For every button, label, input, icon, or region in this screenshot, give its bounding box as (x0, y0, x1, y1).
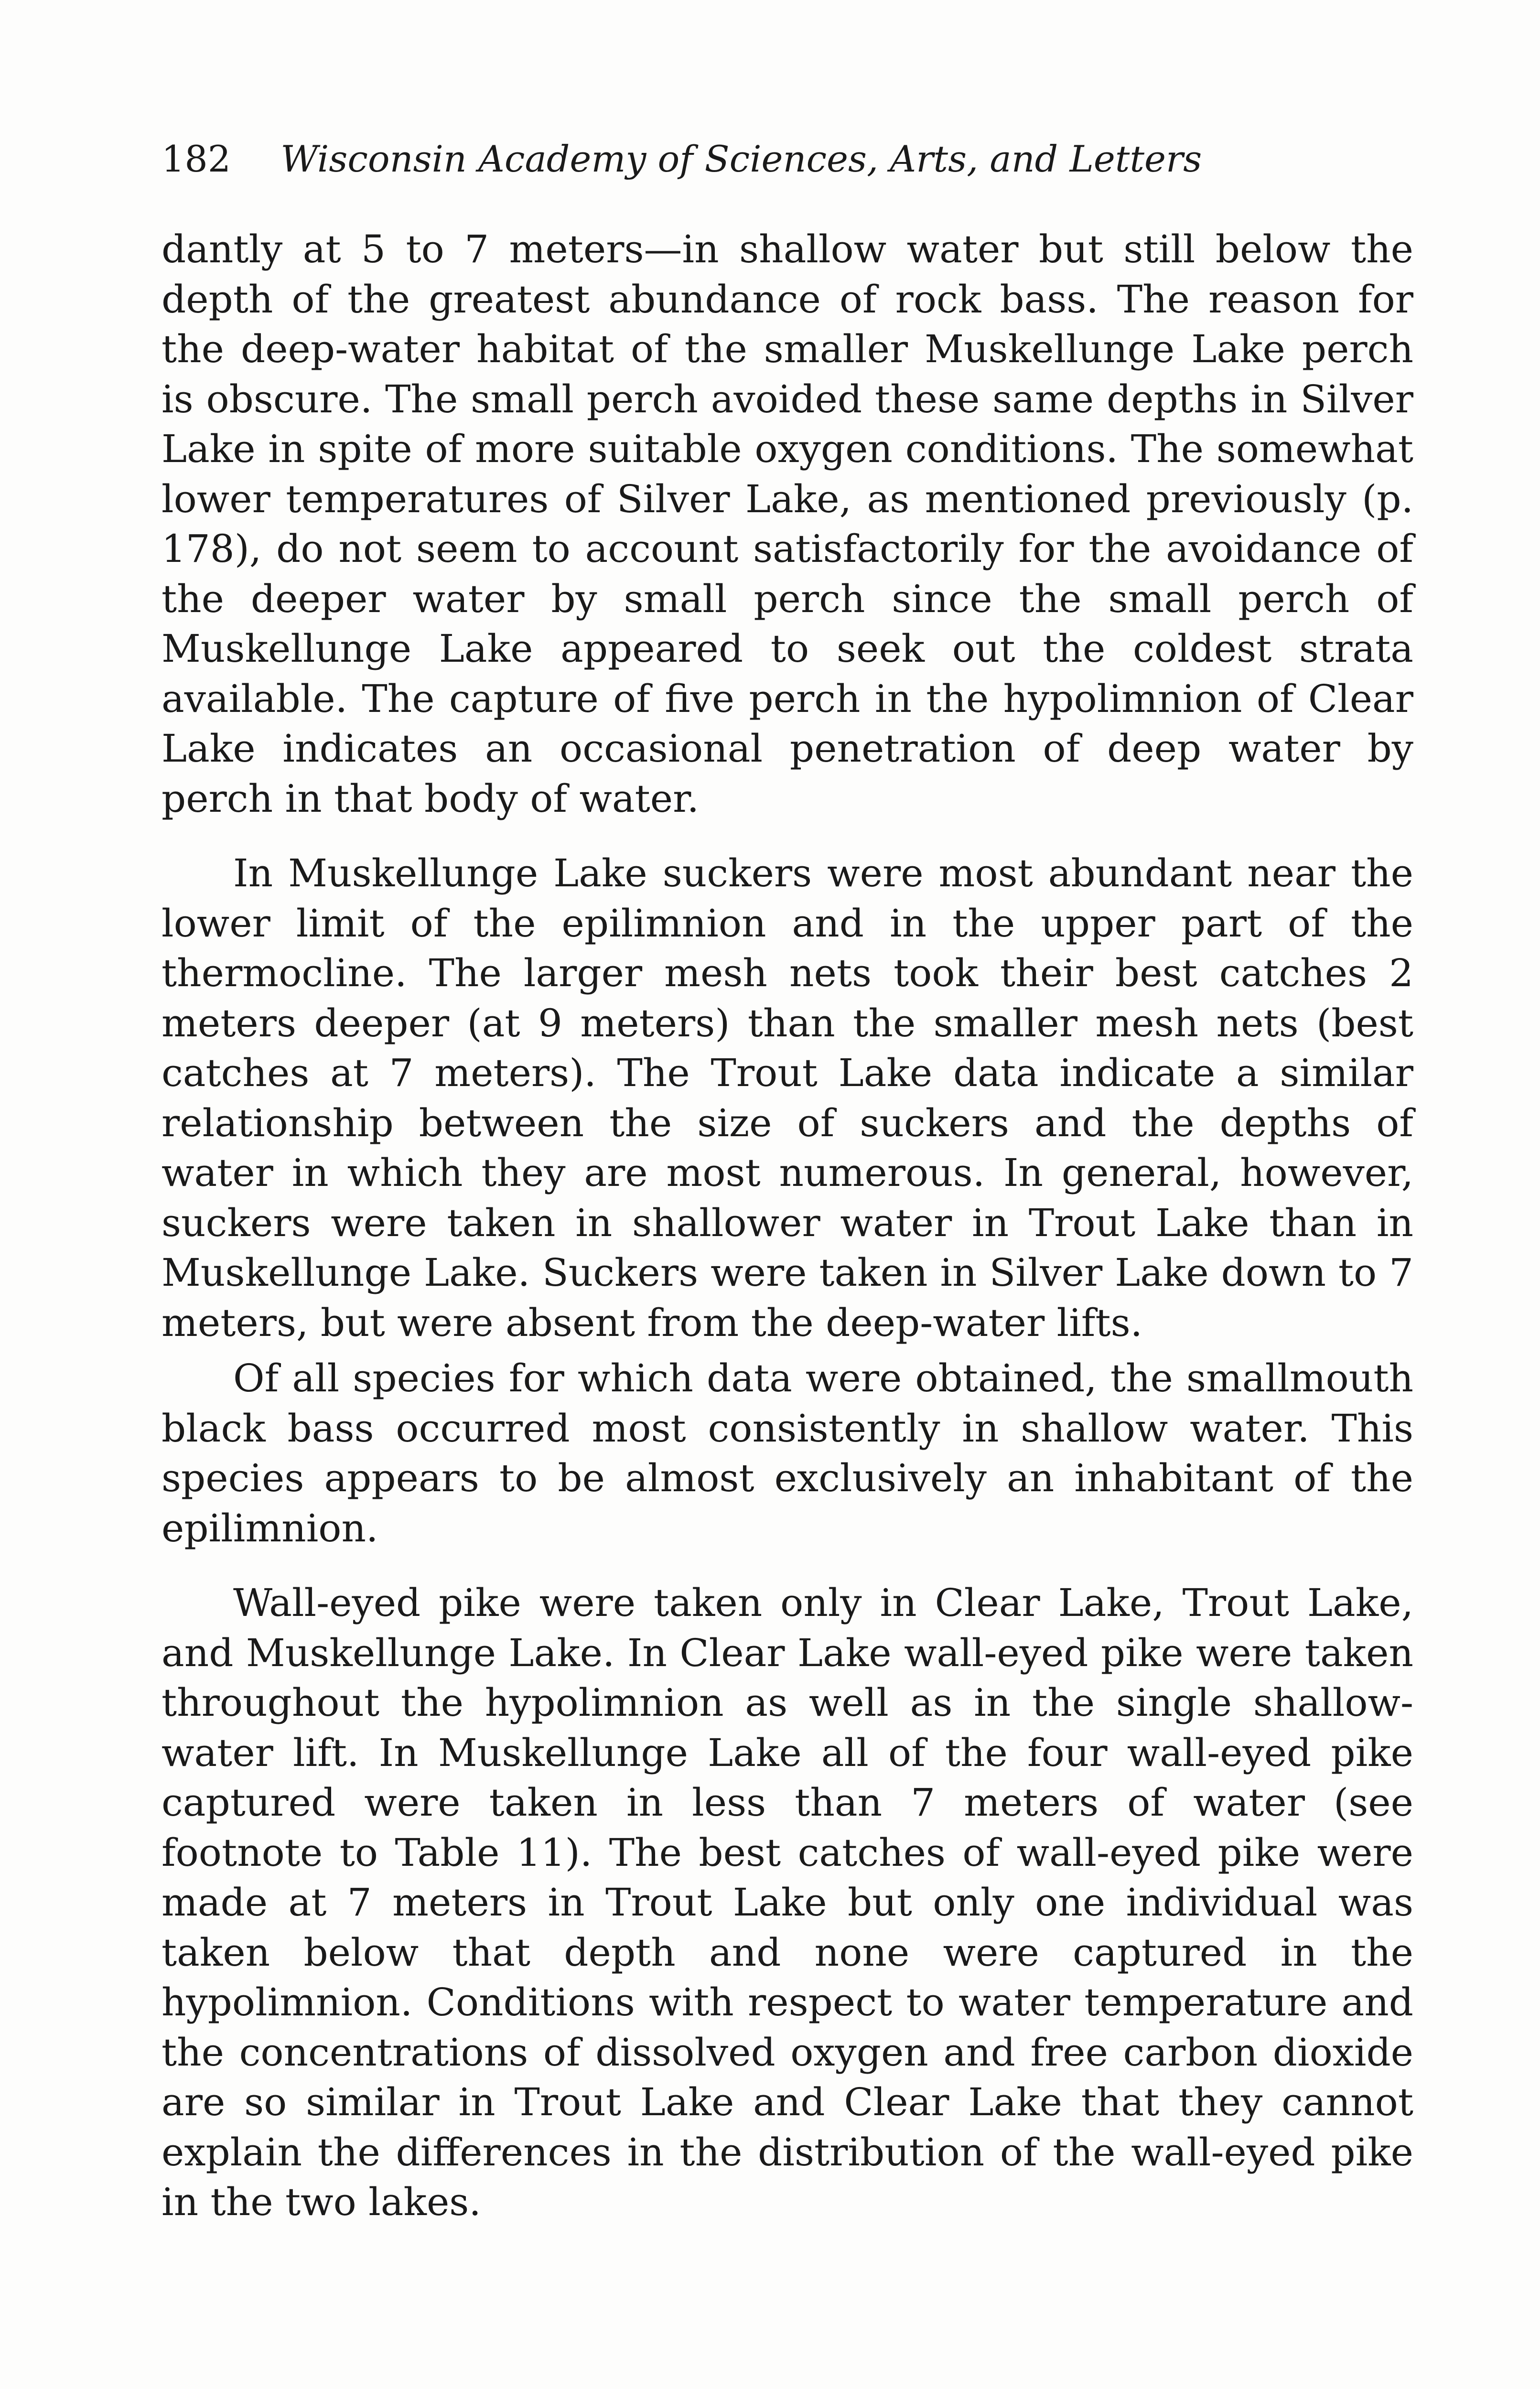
paragraph-suckers: In Muskellunge Lake suckers were most abundant near the lower limit of the epilimnion and in the upper part of the thermocline. The larger mesh nets took their best catches 2 meters deeper (at 9 meters) than the smaller mesh nets (best catches at 7 meters). The Trout Lake data indicate a similar relationship between the size of suckers and the depths of water in which they are most numerous. In general, however, suckers were taken in shallower water in Trout Lake than in Muskellunge Lake. Suckers were taken in Silver Lake down to 7 meters, but were absent from the deep-water lifts. (162, 851, 1413, 1345)
paragraph-smallmouth-bass: Of all species for which data were obtained, the smallmouth black bass occurred most consistently in shallow water. This species appears to be almost exclusively an inhabitant of the epilimnion. (162, 1356, 1413, 1550)
paragraph-perch-habitat: dantly at 5 to 7 meters—in shallow water but still below the depth of the greatest abundance of rock bass. The reason for the deep-water habitat of the smaller Muskellunge Lake perch is obscure. The small perch avoided these same depths in Silver Lake in spite of more suitable oxygen conditions. The somewhat lower temperatures of Silver Lake, as mentioned previously (p. 178), do not seem to account satisfactorily for the avoidance of the deeper water by small perch since the small perch of Muskellunge Lake appeared to seek out the coldest strata available. The capture of five perch in the hypolimnion of Clear Lake indicates an occasional penetration of deep water by perch in that body of water. (162, 227, 1413, 821)
paragraph-walleyed-pike: Wall-eyed pike were taken only in Clear Lake, Trout Lake, and Muskellunge Lake. In Clear Lake wall-eyed pike were taken throughout the hypolimnion as well as in the single shallow-water lift. In Muskellunge Lake all of the four wall-eyed pike captured were taken in less than 7 meters of water (see footnote to Table 11). The best catches of wall-eyed pike were made at 7 meters in Trout Lake but only one individual was taken below that depth and none were captured in the hypolimnion. Conditions with respect to water temperature and the concentrations of dissolved oxygen and free carbon dioxide are so similar in Trout Lake and Clear Lake that they cannot explain the differences in the distribution of the wall-eyed pike in the two lakes. (162, 1581, 1413, 2224)
page-number: 182 (162, 138, 231, 180)
journal-title: Wisconsin Academy of Sciences, Arts, and Letters (280, 138, 1202, 180)
running-head (162, 128, 1413, 190)
body-text (162, 225, 1413, 2228)
